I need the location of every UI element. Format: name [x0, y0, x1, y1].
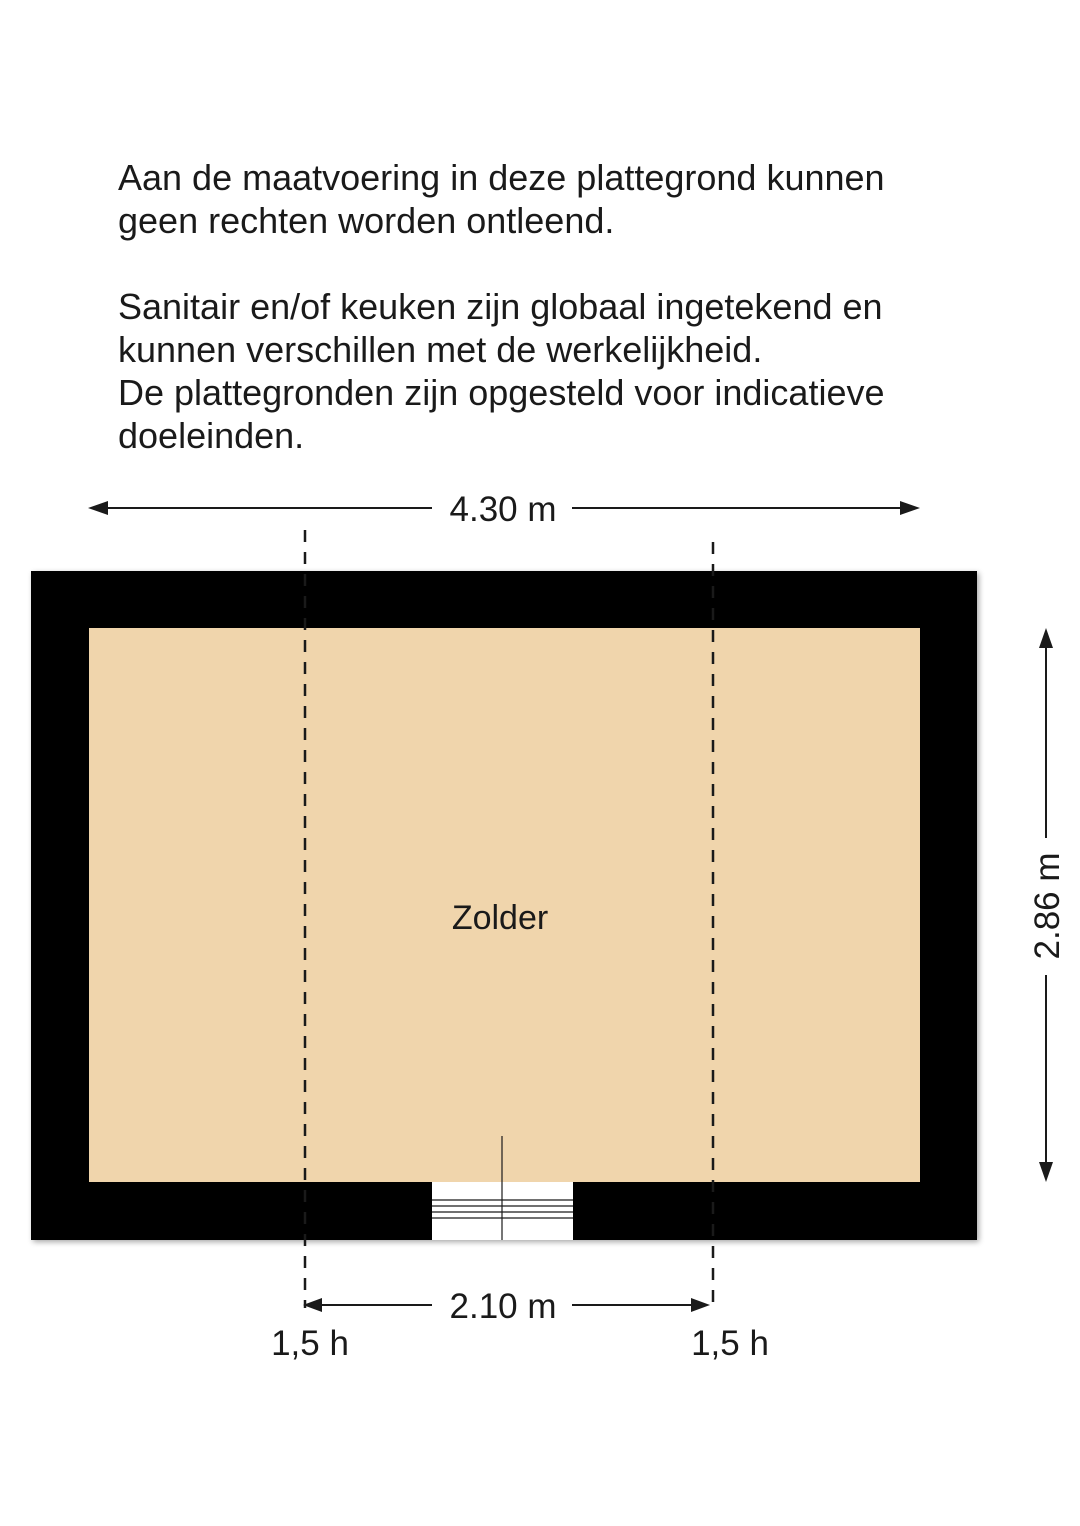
- disclaimer-line: Aan de maatvoering in deze plattegrond kunnen: [118, 157, 885, 198]
- height-dimension: [1028, 628, 1067, 1182]
- height-dimension-label: 2.86 m: [1028, 852, 1067, 960]
- arrow-down-icon: [1039, 1162, 1053, 1182]
- width-dimension-label: 4.30 m: [449, 490, 557, 529]
- arrow-right-icon: [691, 1298, 710, 1312]
- disclaimer-line: doeleinden.: [118, 415, 305, 456]
- right-height-marker: 1,5 h: [691, 1324, 769, 1363]
- arrow-up-icon: [1039, 628, 1053, 648]
- disclaimer-line: geen rechten worden ontleend.: [118, 200, 615, 241]
- room-label: Zolder: [451, 899, 549, 937]
- arrow-right-icon: [900, 501, 920, 515]
- width-dimension: [88, 490, 920, 529]
- disclaimer-line: De plattegronden zijn opgesteld voor indicatieve: [118, 372, 885, 413]
- inner-dimension: [303, 1287, 710, 1326]
- disclaimer-line: kunnen verschillen met de werkelijkheid.: [118, 329, 763, 370]
- inner-dimension-label: 2.10 m: [449, 1287, 557, 1326]
- disclaimer-line: Sanitair en/of keuken zijn globaal ingetekend en: [118, 286, 883, 327]
- arrow-left-icon: [88, 501, 108, 515]
- left-height-marker: 1,5 h: [271, 1324, 349, 1363]
